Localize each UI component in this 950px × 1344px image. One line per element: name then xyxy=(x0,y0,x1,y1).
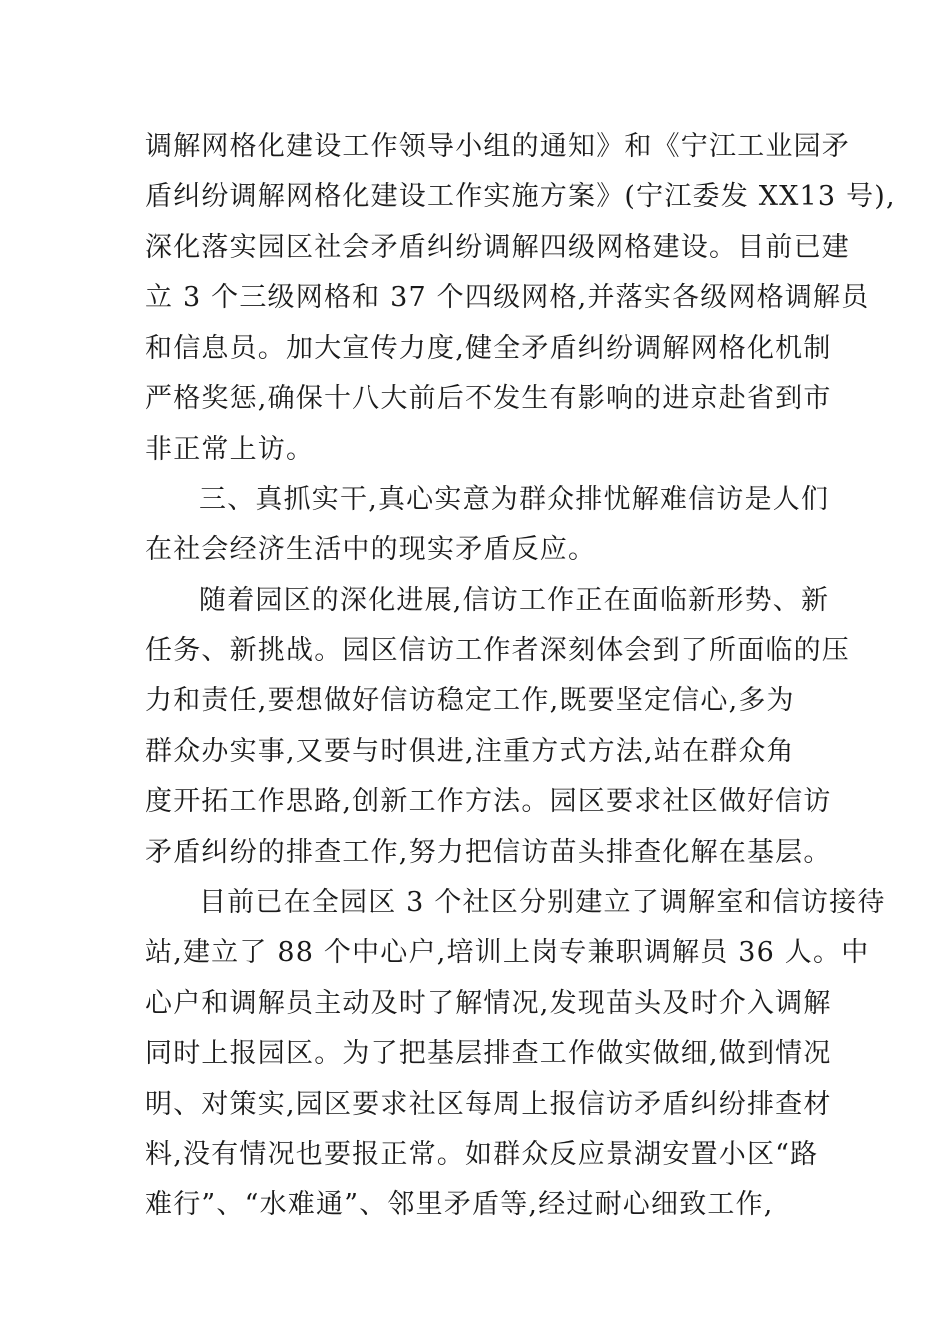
text-line: 料,没有情况也要报正常。如群众反应景湖安置小区“路 xyxy=(145,1139,819,1170)
text-line: 明、对策实,园区要求社区每周上报信访矛盾纠纷排查材 xyxy=(145,1089,832,1120)
text-line: 矛盾纠纷的排查工作,努力把信访苗头排查化解在基层。 xyxy=(145,837,832,868)
text-line: 度开拓工作思路,创新工作方法。园区要求社区做好信访 xyxy=(145,786,832,817)
text-line: 盾纠纷调解网格化建设工作实施方案》(宁江委发 XX13 号), xyxy=(145,181,896,212)
text-line: 目前已在全园区 3 个社区分别建立了调解室和信访接待 xyxy=(199,887,886,918)
text-line: 立 3 个三级网格和 37 个四级网格,并落实各级网格调解员 xyxy=(145,282,870,313)
text-line: 严格奖惩,确保十八大前后不发生有影响的进京赴省到市 xyxy=(145,383,832,414)
text-line: 和信息员。加大宣传力度,健全矛盾纠纷调解网格化机制 xyxy=(145,333,832,364)
text-line: 调解网格化建设工作领导小组的通知》和《宁江工业园矛 xyxy=(145,131,850,162)
text-line: 站,建立了 88 个中心户,培训上岗专兼职调解员 36 人。中 xyxy=(145,937,870,968)
text-line: 非正常上访。 xyxy=(145,434,315,465)
text-line: 群众办实事,又要与时俱进,注重方式方法,站在群众角 xyxy=(145,736,795,767)
text-line: 难行”、“水难通”、邻里矛盾等,经过耐心细致工作, xyxy=(145,1189,774,1220)
section-heading-line: 在社会经济生活中的现实矛盾反应。 xyxy=(145,534,597,565)
text-line: 心户和调解员主动及时了解情况,发现苗头及时介入调解 xyxy=(145,988,832,1019)
text-line: 同时上报园区。为了把基层排查工作做实做细,做到情况 xyxy=(145,1038,832,1069)
text-line: 力和责任,要想做好信访稳定工作,既要坚定信心,多为 xyxy=(145,685,795,716)
section-heading-line: 三、真抓实干,真心实意为群众排忧解难信访是人们 xyxy=(199,484,830,515)
text-line: 深化落实园区社会矛盾纠纷调解四级网格建设。目前已建 xyxy=(145,232,850,263)
text-line: 随着园区的深化进展,信访工作正在面临新形势、新 xyxy=(199,585,830,616)
text-line: 任务、新挑战。园区信访工作者深刻体会到了所面临的压 xyxy=(145,635,850,666)
